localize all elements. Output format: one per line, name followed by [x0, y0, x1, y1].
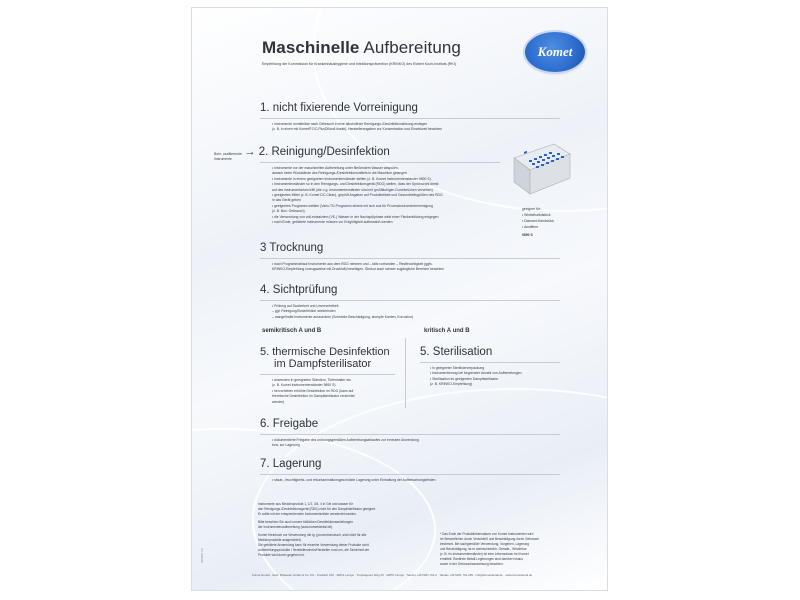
- divider: [260, 118, 560, 119]
- step7-text: [272, 478, 435, 483]
- text-line: • Instrumente vor der maschinellen Aufbereitung unter fließendem Wasser abspülen,: [272, 166, 399, 170]
- caption-line: geeignet für:: [522, 207, 541, 211]
- divider: [260, 258, 560, 259]
- column-head-kritisch: kritisch A und B: [424, 328, 470, 334]
- text-line: werden): [272, 399, 285, 404]
- step7-title: 7. Lagerung: [260, 458, 322, 470]
- text-line: • hervorheben erhöhte Desinfektion im RDG (kann auf: [272, 388, 354, 393]
- title-line: 5. thermische Desinfektion: [260, 346, 390, 358]
- step3-text: [272, 262, 444, 273]
- text-line: • nach Ende, gebildete Instrumente müssen vor Entgültigkeit aufbewahrt werden: [272, 220, 393, 225]
- step1-title: 1. nicht fixierende Vorreinigung: [260, 102, 418, 114]
- footer-line: Produkte wird durch gegeben ist.: [258, 553, 305, 557]
- footer-line: Instrumente aus Medizinprodukt 1, 1/2, 3/4, 4 in Gel und wasser für: [258, 502, 353, 506]
- title-part2: Aufbereitung: [363, 38, 461, 57]
- footer-line: ermittelt. Rostfreie Metall-Legierungen sind darüber hinaus: [440, 557, 523, 561]
- text-line: danach keine Rückstände des Reinigungs-/Desinfektionsmittels in die Maschine gelangen: [272, 171, 407, 176]
- caption-line: • Winkelhalbdstück: [522, 213, 551, 217]
- footer-line: sowie in der Gebrauchsanweisung beachten.: [440, 562, 504, 566]
- tray-caption: [522, 206, 554, 238]
- footer-line: den Reinigungs-/Desinfektionsgerät (RDG) nicht für den Dampfsterilisator geeignet.: [258, 507, 376, 511]
- text-line: thermische Desinfektion im Dampfsterilisator verzichtet: [272, 394, 355, 399]
- column-head-semikritisch: semikritisch A und B: [262, 328, 322, 334]
- instrument-stand-image: [510, 140, 572, 198]
- text-line: • staub-, feuchtigkeits- und rekontaminationsgeschützte Lagerung unter Einhaltung der Aufbewahrungsfristen: [272, 478, 436, 482]
- text-line: – ggf. Reinigung/Desinfektion wiederholen: [272, 309, 336, 314]
- text-line: (z. B. Box: Gebrauch): [272, 209, 305, 214]
- poster-title: [262, 38, 461, 58]
- poster: [192, 8, 607, 590]
- footer-line: der Instrumentenaufbereitung (www.kometdental.de).: [258, 525, 334, 529]
- logo-text: Komet: [537, 44, 573, 59]
- step4-text: [272, 304, 413, 320]
- text-line: • Instrumente in einem geeigneten Instrumentenständer stellen (z. B. Komet Instrumentenständer 9890 S): [272, 176, 431, 181]
- text-line: (z. B. Komet Instrumentenständer 9890 S): [272, 383, 336, 388]
- footer-line: Er sollte mit der entsprechenden Instrumentenliste verwendet werden.: [258, 512, 357, 516]
- column-divider: [405, 338, 406, 408]
- step6-text: [272, 438, 419, 449]
- poster-subtitle: Empfehlung der Kommission für Krankenhaushygiene und Infektionsprävention (KRINKO) des Robert Koch-Instituts (RKI): [262, 62, 456, 66]
- step5-left-text: [272, 378, 355, 405]
- text-line: KRINKO-Empfehlung vorzugsweise mit Druckluft) beseitigen. Strukur auch schwer zugängliche Bereiche beachten: [272, 267, 445, 272]
- caption-line: • Anstiftere: [522, 225, 539, 229]
- text-line: • Instrumentierung bei begrenzter Anzahl von Aufbereitungen: [430, 371, 522, 376]
- title-line: im Dampfsterilisator: [274, 358, 372, 370]
- footer-line: im Wesentlichen durch Verschleiß und Beschädigung durch Gebrauch: [440, 537, 539, 541]
- step5-right-title: 5. Sterilisation: [420, 346, 493, 358]
- footer-line: Medizinprodukte ausgerichtet).: [258, 538, 302, 542]
- divider: [260, 374, 395, 375]
- side-code: 200000 V0: [200, 548, 204, 563]
- footer-line: bestimmt. Bei sachgemäßer Verwendung, Vorgehen, Lagerung: [440, 542, 529, 546]
- footer-line: * Das Ende der Produktlebensdauer von Komet Instrumenten wird: [440, 532, 534, 536]
- step5-right-text: [430, 366, 521, 388]
- side-note: Bohr, oszillierende Instrumente: [214, 152, 242, 161]
- text-line: in das Gerät geben: [272, 198, 301, 203]
- text-line: • nach Programmablauf Instrumente aus dem RDG nehmen und – falls vorhanden – Restfeuchtigkeit (ggfs.: [272, 262, 433, 266]
- step1-text: [272, 122, 442, 133]
- step6-title: 6. Freigabe: [260, 418, 319, 430]
- text-line: • die Verwendung von voll-entsalztem (VE-) Wasser in der Nachspülphase wirkt einer Fleckenbildung entgegen: [272, 214, 439, 219]
- text-line: • geeignetes Programm wählen (Vario-TD-Programm stimmt mit sich aus für Prozessinstrumentenreinigung: [272, 203, 433, 208]
- text-line: • Instrumente unmittelbar nach Gebrauch in eine alkoholfreie Reinigungs-/Desinfektionslösung einlegen: [272, 122, 428, 126]
- footer-line: und Beschädigung, ist er wahrscheinlich. Gerade-, Windertus: [440, 547, 527, 551]
- footer-line: (z. B. im Instrumentenständer) ist eine Lebensdauer bei Komet: [440, 552, 529, 556]
- divider: [260, 300, 560, 301]
- step5-left-title: [260, 346, 390, 370]
- footer-line: Komet Kleinbuch zur Verwendung mit ig. (proventionsbuch, sind nicht für alle: [258, 533, 367, 537]
- text-line: (z. B. in einen mit Komet® DC-PlusDillon/Lösekit), Herstellerangaben zur Konzentration und Einwirkzeit beachten: [272, 127, 443, 132]
- divider: [260, 474, 560, 475]
- text-line: auf das Instrumentarium trifft (die o.g. Instrumentenständer sind mit großflächigen Durchbrüchen versehen): [272, 187, 433, 192]
- text-line: • Prüfung auf Sauberkeit und Unversehrtheit: [272, 304, 339, 308]
- footer-line: Die gebildete Anwendung kann für einzelne Verwendung dieser Produkte nicht: [258, 543, 369, 547]
- divider: [420, 362, 560, 363]
- footer-notes-left: [258, 502, 418, 558]
- step3-title: 3 Trocknung: [260, 242, 324, 254]
- footer-notes-right: [440, 532, 570, 567]
- footer-line: Aufbereitungsprodukte / Herstellerschein/Hersteller rund um, die Sicherheit der: [258, 548, 370, 552]
- text-line: (z. B. KRINKO-Empfehlung): [430, 382, 473, 387]
- text-line: • dokumentierte Freigabe des ordnungsgemäßen Aufbereitungsablaufes zur erneuten Anwendung: [272, 438, 419, 442]
- caption-line: • Diamant-Handstück: [522, 219, 554, 223]
- title-part1: Maschinelle: [262, 38, 360, 57]
- komet-logo: [525, 32, 585, 72]
- text-line: • Instrumentenständer so in den Reinigungs- und Desinfektionsgerät (RDG) stellen, dass der Sprühstrahl direkt: [272, 182, 439, 187]
- text-line: • geeignetes Mittel (z. B. Komet DC-Clean), geprüft Angaben auf Produktetikett und Gesundheitsgrößen des RDG: [272, 193, 443, 198]
- footer-address: Komet Dental · Gebr. Brasseler GmbH & Co. KG · Postfach 160 · 32631 Lemgo · Trophagener Weg 25 · 32657 Lemgo · Telefon +49 5261 701-0 · Telefax +49 5261 701-289 · info@kometdental.de · www.kometdental.de: [252, 573, 533, 577]
- text-line: – mangelhafte Instrumente aussondern (Schneide-Beschädigung, stumpfe Kanten, Korrosion): [272, 314, 413, 319]
- step2-title: → 2. Reinigung/Desinfektion: [244, 146, 390, 158]
- footer-line: Bitte beachten Sie auch unsere bildlichen Desinfektionsanleitungen: [258, 520, 353, 524]
- divider: [260, 162, 500, 163]
- step4-title: 4. Sichtprüfung: [260, 284, 338, 296]
- text-line: • anwenden in geeigneten Ständern, Tiefenhalter etc.: [272, 378, 352, 382]
- text-line: • Sterilisation im geeigneten Dampfsterilisator: [430, 376, 499, 381]
- text-line: bzw. zur Lagerung: [272, 443, 300, 448]
- divider: [260, 434, 560, 435]
- text-line: • in geeigneter Sterilisierverpackung: [430, 366, 485, 370]
- caption-line: 9890 S: [522, 233, 533, 237]
- step2-text: [272, 166, 443, 225]
